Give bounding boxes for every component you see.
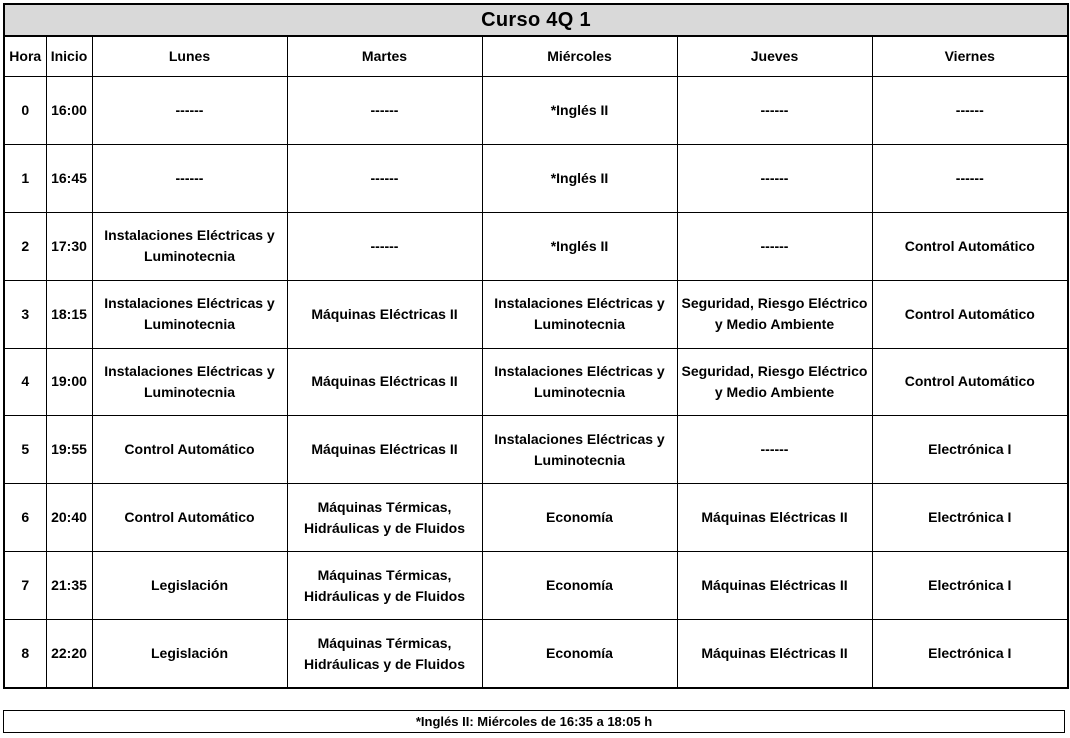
table-row: [4, 484, 1068, 552]
column-header-inicio: Inicio: [46, 36, 92, 77]
subject-cell-martes: Máquinas Térmicas, Hidráulicas y de Fluidos: [287, 620, 482, 689]
subject-cell-martes: ------: [287, 144, 482, 212]
column-header-jueves: Jueves: [677, 36, 872, 77]
column-header-lunes: Lunes: [92, 36, 287, 77]
subject-cell-jueves: ------: [677, 144, 872, 212]
hora-cell: 1: [4, 144, 46, 212]
subject-cell-lunes: Legislación: [92, 552, 287, 620]
subject-cell-viernes: Electrónica I: [872, 552, 1068, 620]
subject-cell-jueves: ------: [677, 416, 872, 484]
inicio-cell: 22:20: [46, 620, 92, 689]
inicio-cell: 16:45: [46, 144, 92, 212]
table-row: [4, 416, 1068, 484]
subject-cell-miercoles: Instalaciones Eléctricas y Luminotecnia: [482, 280, 677, 348]
inicio-cell: 20:40: [46, 484, 92, 552]
subject-cell-viernes: Electrónica I: [872, 416, 1068, 484]
inicio-cell: 16:00: [46, 77, 92, 145]
header-row: [4, 36, 1068, 77]
subject-cell-miercoles: *Inglés II: [482, 144, 677, 212]
subject-cell-miercoles: *Inglés II: [482, 212, 677, 280]
footnote: *Inglés II: Miércoles de 16:35 a 18:05 h: [3, 710, 1065, 733]
subject-cell-martes: Máquinas Térmicas, Hidráulicas y de Fluidos: [287, 484, 482, 552]
subject-cell-lunes: Control Automático: [92, 484, 287, 552]
subject-cell-jueves: ------: [677, 77, 872, 145]
table-row: [4, 620, 1068, 689]
hora-cell: 5: [4, 416, 46, 484]
subject-cell-miercoles: Instalaciones Eléctricas y Luminotecnia: [482, 416, 677, 484]
inicio-cell: 19:00: [46, 348, 92, 416]
column-header-miercoles: Miércoles: [482, 36, 677, 77]
subject-cell-martes: Máquinas Eléctricas II: [287, 348, 482, 416]
subject-cell-viernes: Electrónica I: [872, 484, 1068, 552]
hora-cell: 0: [4, 77, 46, 145]
subject-cell-viernes: ------: [872, 144, 1068, 212]
subject-cell-jueves: Seguridad, Riesgo Eléctrico y Medio Ambiente: [677, 280, 872, 348]
subject-cell-jueves: Seguridad, Riesgo Eléctrico y Medio Ambiente: [677, 348, 872, 416]
column-header-martes: Martes: [287, 36, 482, 77]
table-row: [4, 348, 1068, 416]
subject-cell-jueves: ------: [677, 212, 872, 280]
subject-cell-viernes: Electrónica I: [872, 620, 1068, 689]
subject-cell-lunes: ------: [92, 144, 287, 212]
subject-cell-jueves: Máquinas Eléctricas II: [677, 552, 872, 620]
inicio-cell: 19:55: [46, 416, 92, 484]
subject-cell-martes: Máquinas Eléctricas II: [287, 416, 482, 484]
subject-cell-viernes: Control Automático: [872, 212, 1068, 280]
hora-cell: 8: [4, 620, 46, 689]
subject-cell-martes: ------: [287, 212, 482, 280]
inicio-cell: 18:15: [46, 280, 92, 348]
subject-cell-martes: Máquinas Térmicas, Hidráulicas y de Fluidos: [287, 552, 482, 620]
table-row: [4, 280, 1068, 348]
column-header-hora: Hora: [4, 36, 46, 77]
subject-cell-miercoles: *Inglés II: [482, 77, 677, 145]
subject-cell-viernes: Control Automático: [872, 280, 1068, 348]
subject-cell-viernes: Control Automático: [872, 348, 1068, 416]
table-row: [4, 552, 1068, 620]
column-header-viernes: Viernes: [872, 36, 1068, 77]
subject-cell-lunes: Instalaciones Eléctricas y Luminotecnia: [92, 348, 287, 416]
inicio-cell: 21:35: [46, 552, 92, 620]
subject-cell-miercoles: Economía: [482, 484, 677, 552]
subject-cell-miercoles: Economía: [482, 620, 677, 689]
subject-cell-martes: Máquinas Eléctricas II: [287, 280, 482, 348]
subject-cell-miercoles: Economía: [482, 552, 677, 620]
subject-cell-jueves: Máquinas Eléctricas II: [677, 484, 872, 552]
title-row: [4, 4, 1068, 36]
hora-cell: 7: [4, 552, 46, 620]
subject-cell-miercoles: Instalaciones Eléctricas y Luminotecnia: [482, 348, 677, 416]
subject-cell-lunes: Control Automático: [92, 416, 287, 484]
hora-cell: 4: [4, 348, 46, 416]
table-row: [4, 212, 1068, 280]
schedule-table: [3, 3, 1069, 689]
hora-cell: 6: [4, 484, 46, 552]
schedule-title: Curso 4Q 1: [4, 4, 1068, 36]
subject-cell-martes: ------: [287, 77, 482, 145]
subject-cell-lunes: Instalaciones Eléctricas y Luminotecnia: [92, 280, 287, 348]
subject-cell-lunes: Legislación: [92, 620, 287, 689]
table-row: [4, 77, 1068, 145]
inicio-cell: 17:30: [46, 212, 92, 280]
subject-cell-lunes: Instalaciones Eléctricas y Luminotecnia: [92, 212, 287, 280]
subject-cell-viernes: ------: [872, 77, 1068, 145]
table-row: [4, 144, 1068, 212]
hora-cell: 2: [4, 212, 46, 280]
subject-cell-jueves: Máquinas Eléctricas II: [677, 620, 872, 689]
subject-cell-lunes: ------: [92, 77, 287, 145]
schedule-body: [4, 77, 1068, 689]
hora-cell: 3: [4, 280, 46, 348]
